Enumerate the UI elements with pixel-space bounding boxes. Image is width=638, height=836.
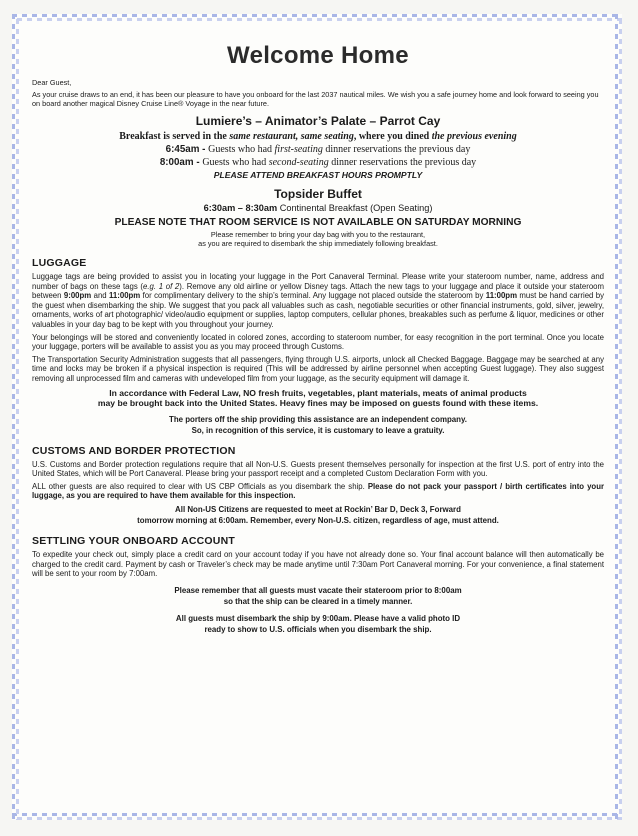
day-bag-line-2: as you are required to disembark the ship immediately following breakfast. [198,239,438,248]
disembark-notice: All guests must disembark the ship by 9:00am. Please have a valid photo ID ready to show to U.S. officials when you disembark the ship. [175,613,461,634]
restaurants-heading: Lumiere’s – Animator’s Palate – Parrot Cay [195,114,441,128]
right-border [615,14,622,820]
room-service-notice: PLEASE NOTE THAT ROOM SERVICE IS NOT AVAILABLE ON SATURDAY MORNING [114,217,522,228]
breakfast-line: Breakfast is served in the same restaurant, same seating, where you dined the previous evening [119,131,517,142]
intro-paragraph: As your cruise draws to an end, it has been our pleasure to have you onboard for the last 2037 nautical miles. We wish you a safe journey home and look forward to seeing you on board another magical Disney Cruise Line® Voyage in the near future. [32,90,599,108]
customs-paragraph-2: ALL other guests are also required to clear with US CBP Officials as you disembark the ship. Please do not pack your passport / birth certificates into your luggage, as you are required to have them available for this inspection. [32,481,604,501]
luggage-heading: LUGGAGE [32,257,87,269]
vacate-notice: Please remember that all guests must vacate their stateroom prior to 8:00am so that the ship can be cleared in a timely manner. [174,585,462,606]
letter-page [12,14,622,820]
federal-law-notice: In accordance with Federal Law, NO fresh fruits, vegetables, plant materials, meats of animal products may be brought back into the United States. Heavy fines may be imposed on guests found with these items. [97,387,539,409]
second-seating-line: 8:00am - Guests who had second-seating dinner reservations the previous day [159,157,477,168]
luggage-paragraph-2: Your belongings will be stored and conveniently located in colored zones, according to stateroom number, for easy recognition in the port terminal. Once you locate your luggage, porters will be available to assist you as you may proceed through Customs. [32,332,604,352]
first-seating-line: 6:45am - Guests who had first-seating dinner reservations the previous day [165,144,471,155]
topsider-line: 6:30am – 8:30am Continental Breakfast (Open Seating) [203,203,433,213]
topsider-heading: Topsider Buffet [274,187,362,201]
bottom-border [12,813,622,820]
attend-notice: PLEASE ATTEND BREAKFAST HOURS PROMPTLY [213,170,423,180]
non-us-meeting-notice: All Non-US Citizens are requested to meet at Rockin’ Bar D, Deck 3, Forward tomorrow morning at 6:00am. Remember, every Non-U.S. citizen, regardless of age, must attend. [137,504,499,525]
settling-heading: SETTLING YOUR ONBOARD ACCOUNT [32,534,235,547]
luggage-paragraph-3: The Transportation Security Administration suggests that all passengers, flying through U.S. airports, unlock all Checked Baggage. Baggage may be searched at any time and locks may be broken if a physical inspection is required (This will be addressed by airline personnel when accepting Guest luggage). They also suggest removing all unprocessed film and cameras with undeveloped film from your luggage, as the security equipment will damage it. [32,354,604,383]
customs-paragraph-1: U.S. Customs and Border protection regulations require that all Non-U.S. Guests present themselves personally for inspection at the first U.S. port of entry into the United States, which will be Port Canaveral. Please bring your passport receipt and a completed Custom Declaration Form with you. [32,459,604,479]
letter-content [32,28,604,637]
greeting: Dear Guest, [32,78,72,87]
left-border [12,14,19,820]
luggage-paragraph-1: Luggage tags are being provided to assist you in locating your luggage in the Port Canaveral Terminal. Please write your stateroom number, name, address and number of bags on these tags (e.g. 1 of 2). Remove any old airline or yellow Disney tags. Attach the new tags to your luggage and place it outside your stateroom between 9:00pm and 11:00pm for complimentary delivery to the ship’s terminal. Any luggage not placed outside the stateroom by 11:00pm must be hand carried by the guest when disembarking the ship. We suggest that you pack all valuables such as cash, negotiable securities or other financial instruments, gold, silver, jewelry, ornaments, works of art photographic/ video/audio equipment or supplies, laptop computers, cellular phones, breakables such as perfume & liquor, medicines or other valuables in your day bag to be kept with you throughout your journey. [32,272,604,329]
page-title: Welcome Home [227,42,409,69]
top-border [12,14,622,21]
porters-notice: The porters off the ship providing this assistance are an independent company. So, in recognition of this service, it is customary to leave a gratuity. [169,414,467,435]
customs-heading: CUSTOMS AND BORDER PROTECTION [32,444,236,457]
day-bag-line-1: Please remember to bring your day bag with you to the restaurant, [210,230,426,239]
settling-paragraph: To expedite your check out, simply place a credit card on your account today if you have not already done so. Your final account balance will then automatically be charged to the credit card. Payment by cash or Traveler’s check may be made anytime until 7:30am Port Canaveral morning. For your convenience, a final statement will be sent to your room by 7:00am. [32,549,604,579]
